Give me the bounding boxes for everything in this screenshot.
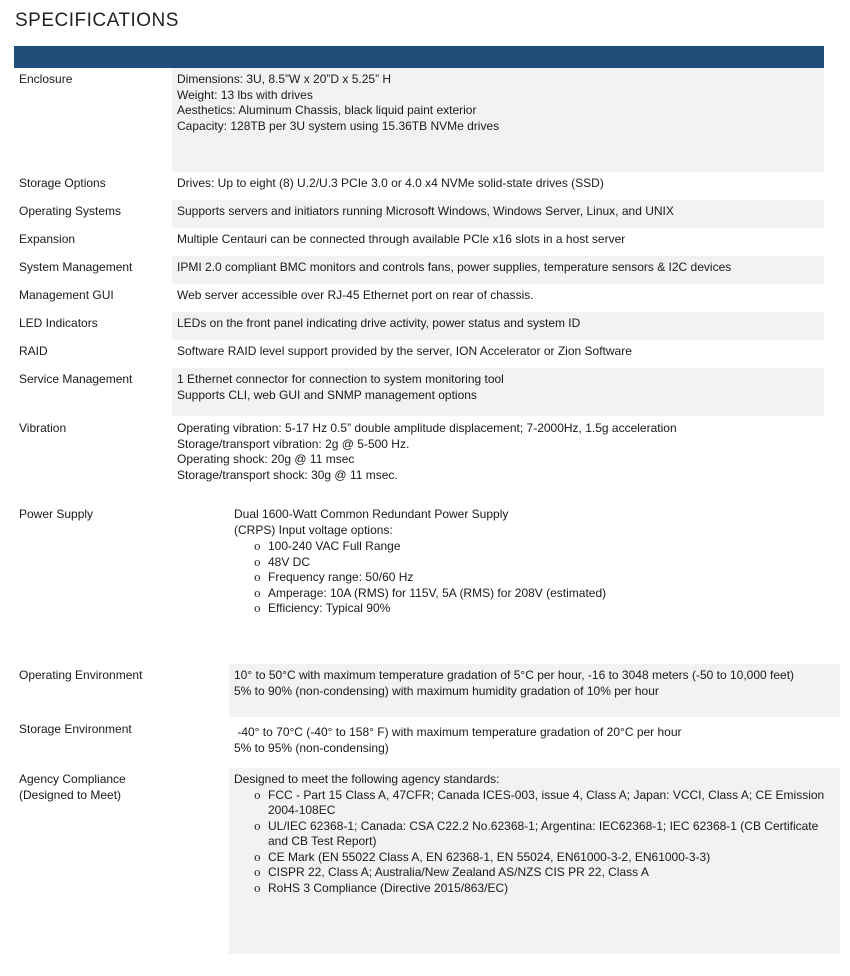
spec-row-management-gui [14, 284, 824, 312]
spec-value: Designed to meet the following agency standards: o FCC - Part 15 Class A, 47CFR; Canada ICES-003, issue 4, Class A; Japan: VCCI, Class A; CE Emission 2004-108EC o UL/IEC 62368-1; Canada: CSA C22.2 No.62368-1; Argentina: IEC62368-1; IEC 62368-1 (CB Certificate and CB Test Report) o CE Mark (EN 55022 Class A, EN 62368-1, EN 55024, EN61000-3-2, EN61000-3-3) o CISPR 22, Class A; Australia/New Zealand AS/NZS CIS PR 22, Class A o RoHS 3 Compliance (Directive 2015/863/EC) [234, 772, 834, 896]
spec-label: Power Supply [19, 507, 94, 521]
spec-value: Drives: Up to eight (8) U.2/U.3 PCIe 3.0 or 4.0 x4 NVMe solid-state drives (SSD) [177, 176, 604, 190]
spec-label: Enclosure [19, 72, 73, 86]
list-item: o Efficiency: Typical 90% [254, 601, 391, 615]
bullet-list [234, 539, 606, 617]
spec-row-expansion [14, 228, 824, 256]
list-item: o 100-240 VAC Full Range [254, 539, 401, 553]
spec-row-operating-systems [14, 200, 824, 228]
spec-value: Dual 1600-Watt Common Redundant Power Supply (CRPS) Input voltage options: o 100-240 VAC Full Range o 48V DC o Frequency range: 50/60 Hz o Amperage: 10A (RMS) for 115V, 5A (RMS) for 208V (estimated) o Efficiency: Typical 90% [234, 507, 607, 615]
list-item: o Amperage: 10A (RMS) for 115V, 5A (RMS) for 208V (estimated) [254, 585, 607, 600]
spec-label: RAID [19, 344, 48, 358]
spec-row-vibration [14, 417, 824, 497]
page-title: SPECIFICATIONS [15, 10, 179, 31]
spec-row-storage-environment [14, 718, 840, 768]
spec-label: System Management [19, 260, 133, 274]
list-item: o RoHS 3 Compliance (Directive 2015/863/EC) [254, 880, 509, 895]
spec-label: Operating Systems [19, 204, 122, 218]
list-item: o CE Mark (EN 55022 Class A, EN 62368-1, EN 55024, EN61000-3-2, EN61000-3-3) [254, 849, 711, 864]
spec-row-led-indicators [14, 312, 824, 340]
spec-row-system-management [14, 256, 824, 284]
spec-label: Expansion [19, 232, 76, 246]
spec-row-service-management [14, 368, 824, 416]
spec-label: LED Indicators [19, 316, 98, 330]
spec-value: -40° to 70°C (-40° to 158° F) with maximum temperature gradation of 20°C per hour 5% to 95% (non-condensing) [234, 725, 682, 755]
spec-label: Storage Options [19, 176, 106, 190]
spec-row-power-supply [14, 503, 840, 653]
spec-row-storage-options [14, 172, 824, 200]
list-item: o CISPR 22, Class A; Australia/New Zealand AS/NZS CIS PR 22, Class A [254, 865, 649, 879]
list-item: o FCC - Part 15 Class A, 47CFR; Canada ICES-003, issue 4, Class A; Japan: VCCI, Class A; CE Emission 2004-108EC [254, 787, 825, 817]
spec-value: Operating vibration: 5-17 Hz 0.5” double amplitude displacement; 7-2000Hz, 1.5g acceleration Storage/transport vibration: 2g @ 5-500 Hz. Operating shock: 20g @ 11 msec Storage/transport shock: 30g @ 11 msec. [177, 421, 677, 482]
spec-label: Management GUI [19, 288, 114, 302]
spec-label: Agency Compliance (Designed to Meet) [19, 772, 126, 802]
spec-row-agency-compliance [14, 768, 840, 954]
spec-label: Operating Environment [19, 668, 143, 682]
spec-value: IPMI 2.0 compliant BMC monitors and controls fans, power supplies, temperature sensors & I2C devices [177, 260, 732, 274]
spec-value: LEDs on the front panel indicating drive activity, power status and system ID [177, 316, 581, 330]
spec-value: Multiple Centauri can be connected through available PCle x16 slots in a host server [177, 232, 626, 246]
spec-row-raid [14, 340, 824, 368]
spec-row-enclosure [14, 68, 824, 172]
bullet-list [234, 788, 834, 897]
spec-value: Web server accessible over RJ-45 Ethernet port on rear of chassis. [177, 288, 534, 302]
spec-row-operating-environment [14, 664, 840, 717]
spec-label: Vibration [19, 421, 67, 435]
list-item: o UL/IEC 62368-1; Canada: CSA C22.2 No.62368-1; Argentina: IEC62368-1; IEC 62368-1 (CB Certificate and CB Test Report) [254, 818, 819, 848]
spec-value: Dimensions: 3U, 8.5”W x 20”D x 5.25” H Weight: 13 lbs with drives Aesthetics: Aluminum Chassis, black liquid paint exterior Capacity: 128TB per 3U system using 15.36TB NVMe drives [177, 72, 500, 133]
list-item: o 48V DC [254, 554, 311, 569]
spec-value: Supports servers and initiators running Microsoft Windows, Windows Server, Linux, and UNIX [177, 204, 674, 218]
spec-label: Service Management [19, 372, 133, 386]
spec-value: 10° to 50°C with maximum temperature gradation of 5°C per hour, -16 to 3048 meters (-50 to 10,000 feet) 5% to 90% (non-condensing) with maximum humidity gradation of 10% per hour [234, 668, 795, 698]
list-item: o Frequency range: 50/60 Hz [254, 570, 414, 584]
table-header-bar [14, 46, 824, 68]
spec-value: 1 Ethernet connector for connection to system monitoring tool Supports CLI, web GUI and SNMP management options [177, 372, 504, 402]
spec-value: Software RAID level support provided by the server, ION Accelerator or Zion Software [177, 344, 632, 358]
spec-label: Storage Environment [19, 722, 132, 736]
